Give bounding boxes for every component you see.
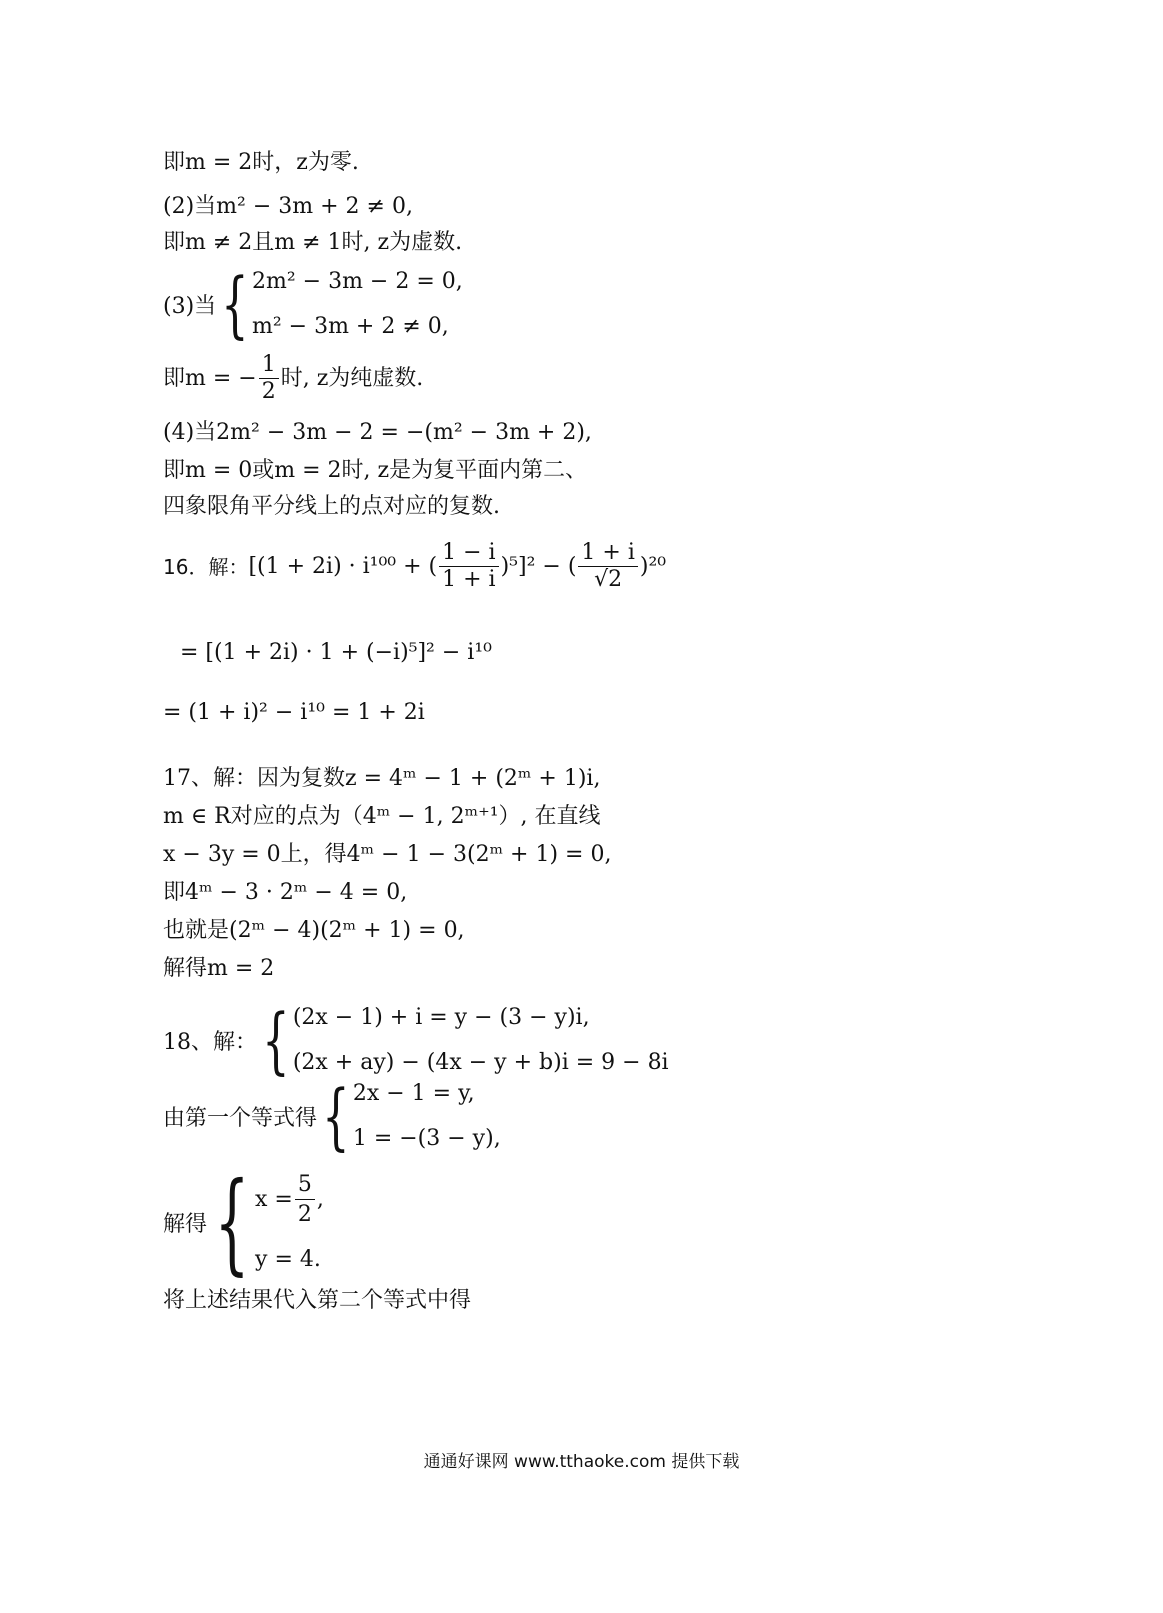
system-first-equation — [163, 1074, 501, 1158]
fraction-one-half: $\frac{1}{2}$ — [259, 354, 279, 403]
fraction-1-minus-i-over-1-plus-i: $\frac{1 - i}{1 + i}$ — [439, 542, 498, 591]
case-3-row-2: m² − 3m + 2 ≠ 0, — [251, 314, 449, 339]
left-brace-icon: { — [322, 1074, 350, 1158]
question-17-line-2: m ∈ R对应的点为（4ᵐ − 1, 2ᵐ⁺¹）, 在直线 — [163, 804, 601, 829]
left-brace-icon: { — [214, 1158, 250, 1286]
line-case-2: (2)当m² − 3m + 2 ≠ 0, — [163, 194, 413, 219]
question-17-line-3: x − 3y = 0上，得4ᵐ − 1 − 3(2ᵐ + 1) = 0, — [163, 842, 612, 867]
system-case-3 — [163, 262, 463, 346]
system-solution — [163, 1158, 324, 1286]
line-m-equals-2-zero: 即m = 2时，z为零. — [163, 150, 359, 175]
question-18-row-1: (2x − 1) + i = y − (3 − y)i, — [292, 1005, 590, 1030]
case-3-row-1: 2m² − 3m − 2 = 0, — [251, 269, 463, 294]
question-16-expression: 16．解： [(1 + 2i) · i¹⁰⁰ + ( $\frac{1 - i}{1 + i}$ )⁵]² − ( $\frac{1 + i}{√2}$ )²⁰ — [163, 540, 667, 592]
first-equation-prefix: 由第一个等式得 — [163, 1105, 318, 1131]
page-footer: 通通好课网 www.tthaoke.com 提供下载 — [423, 1452, 740, 1472]
fraction-1-plus-i-over-sqrt2: $\frac{1 + i}{√2}$ — [578, 542, 637, 591]
line-case-4-result: 即m = 0或m = 2时, z是为复平面内第二、 — [163, 458, 588, 483]
system-question-18 — [163, 998, 669, 1082]
left-brace-icon: { — [262, 998, 290, 1082]
case-3-prefix: (3)当 — [163, 293, 217, 319]
question-16-step-2: = [(1 + 2i) · 1 + (−i)⁵]² − i¹⁰ — [180, 640, 492, 665]
first-equation-row-1: 2x − 1 = y, — [352, 1081, 475, 1106]
fraction-five-halves: $\frac{5}{2}$ — [295, 1172, 315, 1227]
solution-row-2: y = 4. — [255, 1247, 321, 1272]
question-17-line-4: 即4ᵐ − 3 · 2ᵐ − 4 = 0, — [163, 880, 408, 905]
question-17-line-5: 也就是(2ᵐ − 4)(2ᵐ + 1) = 0, — [163, 918, 465, 943]
line-case-4: (4)当2m² − 3m − 2 = −(m² − 3m + 2), — [163, 420, 592, 445]
solution-row-1: x = $\frac{5}{2}$ , — [255, 1172, 324, 1227]
question-16-step-3: = (1 + i)² − i¹⁰ = 1 + 2i — [163, 700, 425, 725]
question-17-line-6: 解得m = 2 — [163, 956, 275, 981]
first-equation-row-2: 1 = −(3 − y), — [352, 1126, 501, 1151]
substitute-line: 将上述结果代入第二个等式中得 — [163, 1288, 472, 1313]
question-18-row-2: (2x + ay) − (4x − y + b)i = 9 − 8i — [292, 1050, 669, 1075]
line-pure-imaginary: 即m = − $\frac{1}{2}$ 时, z为纯虚数. — [163, 352, 424, 404]
solution-prefix: 解得 — [163, 1211, 208, 1237]
line-case-4-result-cont: 四象限角平分线上的点对应的复数. — [163, 494, 500, 519]
line-imaginary: 即m ≠ 2且m ≠ 1时, z为虚数. — [163, 230, 463, 255]
left-brace-icon: { — [221, 262, 249, 346]
question-18-prefix: 18、解： — [163, 1029, 257, 1055]
question-17-line-1: 17、解：因为复数z = 4ᵐ − 1 + (2ᵐ + 1)i, — [163, 766, 601, 791]
